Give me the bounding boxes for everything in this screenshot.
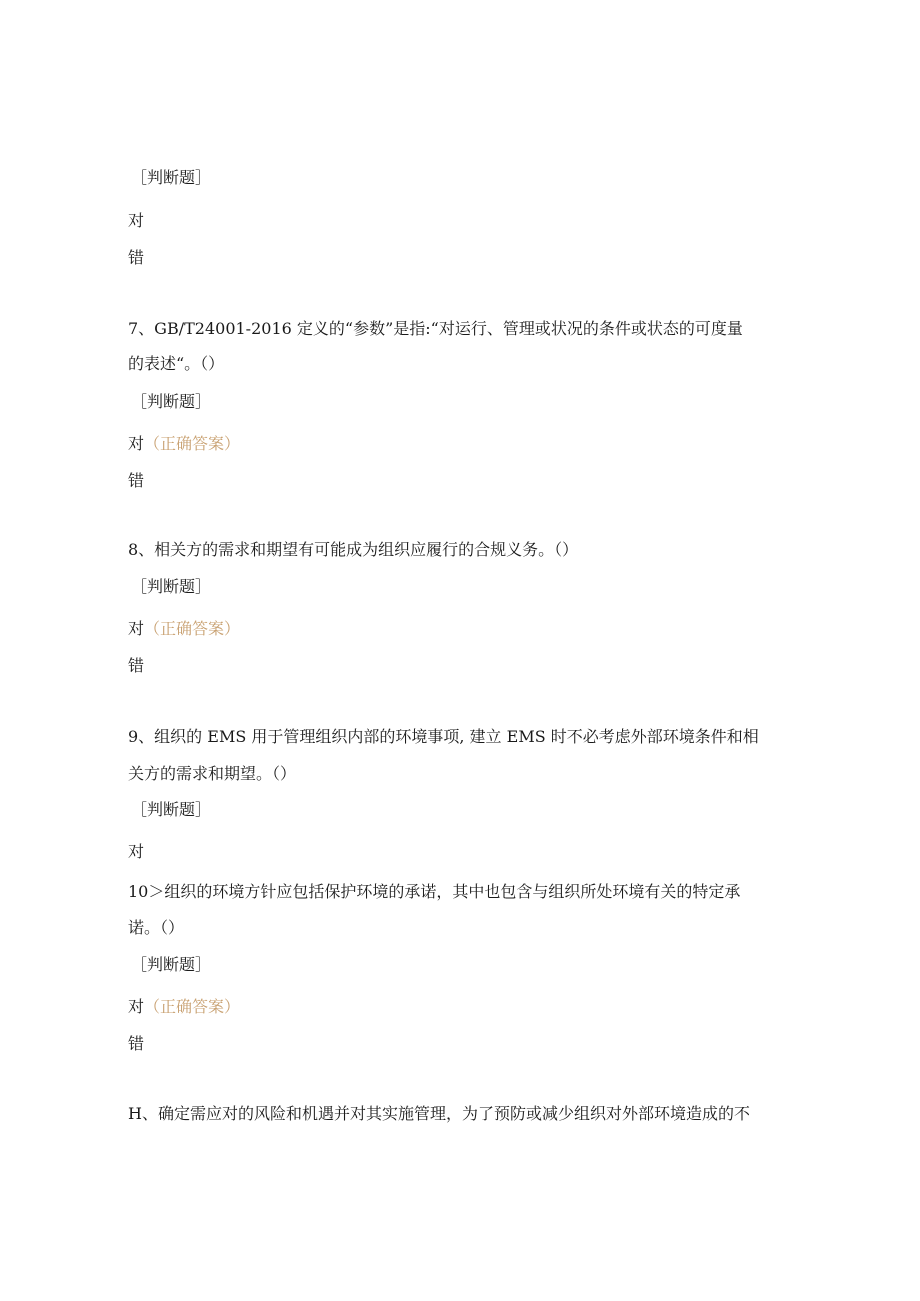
- question-text-line: 诺。（）: [128, 918, 185, 937]
- question-type-tag: ［判断题］: [131, 955, 212, 974]
- correct-answer-mark: （正确答案）: [144, 997, 241, 1016]
- option-true[interactable]: 对: [128, 211, 145, 230]
- question-text-line: 9、组织的 EMS 用于管理组织内部的环境事项, 建立 EMS 时不必考虑外部环境条件和相: [128, 727, 759, 746]
- option-label: 对: [128, 619, 145, 638]
- option-true[interactable]: [128, 997, 240, 1017]
- option-false[interactable]: 错: [128, 248, 145, 267]
- question-type-tag: ［判断题］: [131, 800, 212, 819]
- option-false[interactable]: 错: [128, 1034, 145, 1053]
- correct-answer-mark: （正确答案）: [144, 434, 241, 453]
- option-label: 对: [128, 997, 145, 1016]
- option-true[interactable]: [128, 619, 240, 639]
- question-text-line: 8、相关方的需求和期望有可能成为组织应履行的合规义务。（）: [128, 540, 579, 559]
- question-text-line: 的表述“。（）: [128, 354, 225, 373]
- option-true[interactable]: 对: [128, 842, 145, 861]
- question-text-line: 关方的需求和期望。（）: [128, 764, 297, 783]
- question-text-line: 7、GB/T24001-2016 定义的“参数”是指:“对运行、管理或状况的条件或状态的可度量: [128, 319, 743, 338]
- question-type-tag: ［判断题］: [131, 392, 212, 411]
- option-label: 对: [128, 434, 145, 453]
- question-text-line: 10＞组织的环境方针应包括保护环境的承诺，其中也包含与组织所处环境有关的特定承: [128, 882, 741, 901]
- option-false[interactable]: 错: [128, 471, 145, 490]
- question-text-line: H、确定需应对的风险和机遇并对其实施管理，为了预防或减少组织对外部环境造成的不: [128, 1104, 750, 1123]
- question-type-tag: ［判断题］: [131, 168, 212, 187]
- correct-answer-mark: （正确答案）: [144, 619, 241, 638]
- option-false[interactable]: 错: [128, 656, 145, 675]
- question-type-tag: ［判断题］: [131, 577, 212, 596]
- option-true[interactable]: [128, 434, 240, 454]
